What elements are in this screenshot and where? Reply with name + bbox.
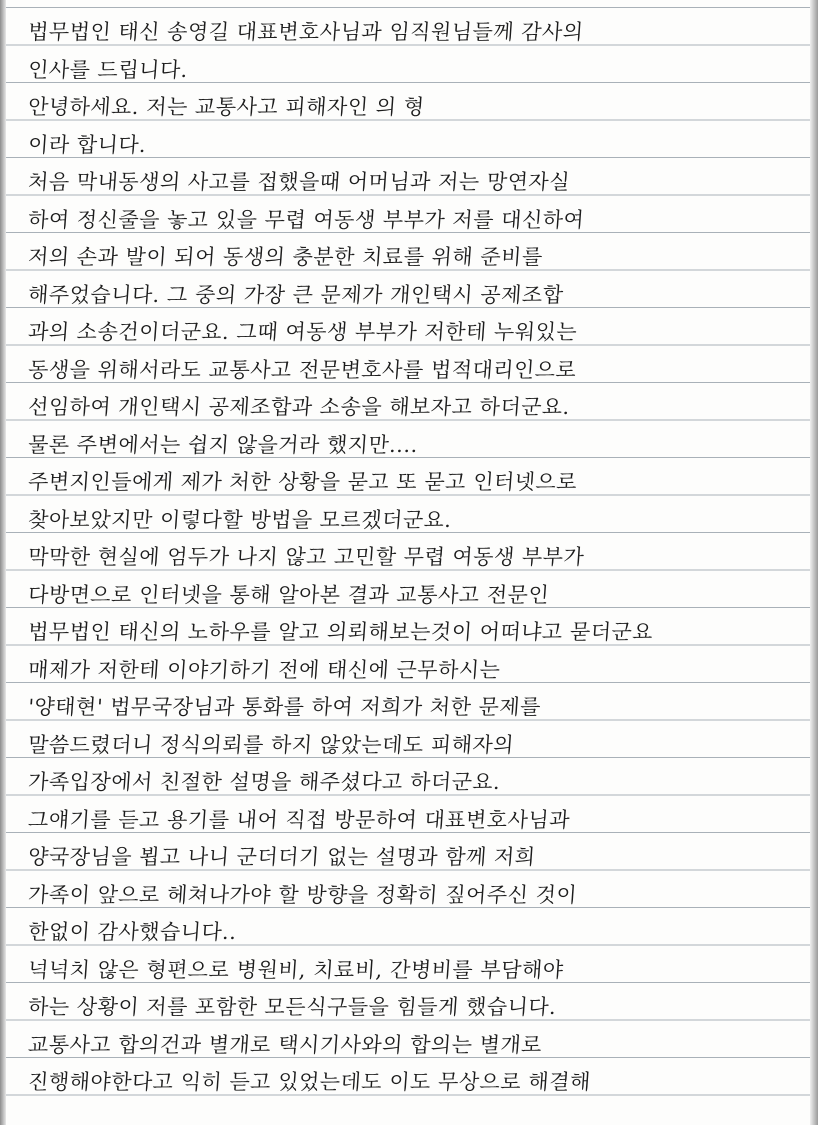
letter-line: 이라 합니다.: [27, 132, 148, 157]
letter-line: 안녕하세요. 저는 교통사고 피해자인 의 형: [27, 95, 426, 119]
letter-line: 법무법인 태신 송영길 대표변호사님과 임직원님들께 감사의: [27, 20, 585, 44]
letter-line: 저의 손과 발이 되어 동생의 충분한 치료를 위해 준비를: [27, 245, 544, 269]
letter-line: 주변지인들에게 제가 처한 상황을 묻고 또 묻고 인터넷으로: [27, 470, 578, 494]
letter-line: 그얘기를 듣고 용기를 내어 직접 방문하여 대표변호사님과: [27, 807, 571, 832]
letter-line: 양국장님을 뵙고 나니 군더더기 없는 설명과 함께 저희: [27, 845, 537, 869]
letter-line: 매제가 저한테 이야기하기 전에 태신에 근무하시는: [27, 657, 502, 682]
letter-line: 한없이 감사했습니다..: [27, 920, 238, 944]
letter-line: 인사를 드립니다.: [27, 57, 189, 82]
letter-line: 선임하여 개인택시 공제조합과 소송을 해보자고 하더군요.: [27, 395, 571, 419]
letter-line: 하는 상황이 저를 포함한 모든식구들을 힘들게 했습니다.: [27, 995, 558, 1019]
letter-line: 처음 막내동생의 사고를 접했을때 어머님과 저는 망연자실: [27, 170, 571, 194]
letter-line: 교통사고 합의건과 별개로 택시기사와의 합의는 별개로: [27, 1032, 543, 1057]
paper-left-edge: [0, 0, 6, 1125]
letter-line: 동생을 위해서라도 교통사고 전문변호사를 법적대리인으로: [27, 357, 578, 382]
letter-line: 다방면으로 인터넷을 통해 알아본 결과 교통사고 전문인: [27, 582, 551, 607]
paper-right-edge: [810, 0, 818, 1125]
letter-line: '양태현' 법무국장님과 통화를 하여 저희가 처한 문제를: [27, 695, 542, 719]
letter-line: 하여 정신줄을 놓고 있을 무렵 여동생 부부가 저를 대신하여: [27, 207, 586, 232]
letter-line: 법무법인 태신의 노하우를 알고 의뢰해보는것이 어떠냐고 묻더군요: [27, 620, 654, 644]
letter-line: 과의 소송건이더군요. 그때 여동생 부부가 저한테 누워있는: [27, 320, 578, 344]
letter-line: 가족입장에서 친절한 설명을 해주셨다고 하더군요.: [27, 770, 502, 794]
handwritten-letter: [28, 14, 798, 1102]
letter-line: 찾아보았지만 이렇다할 방법을 모르겠더군요.: [27, 507, 453, 532]
letter-line: 진행해야한다고 익히 듣고 있었는데도 이도 무상으로 해결해: [27, 1070, 592, 1094]
letter-line: 물론 주변에서는 쉽지 않을거라 했지만....: [27, 432, 419, 457]
letter-line: 막막한 현실에 엄두가 나지 않고 고민할 무렵 여동생 부부가: [27, 545, 586, 569]
letter-line: 넉넉치 않은 형편으로 병원비, 치료비, 간병비를 부담해야: [27, 957, 565, 982]
letter-line: 말씀드렸더니 정식의뢰를 하지 않았는데도 피해자의: [27, 732, 515, 757]
letter-line: 가족이 앞으로 헤쳐나가야 할 방향을 정확히 짚어주신 것이: [27, 882, 578, 907]
letter-line: 해주었습니다. 그 중의 가장 큰 문제가 개인택시 공제조합: [27, 282, 565, 307]
